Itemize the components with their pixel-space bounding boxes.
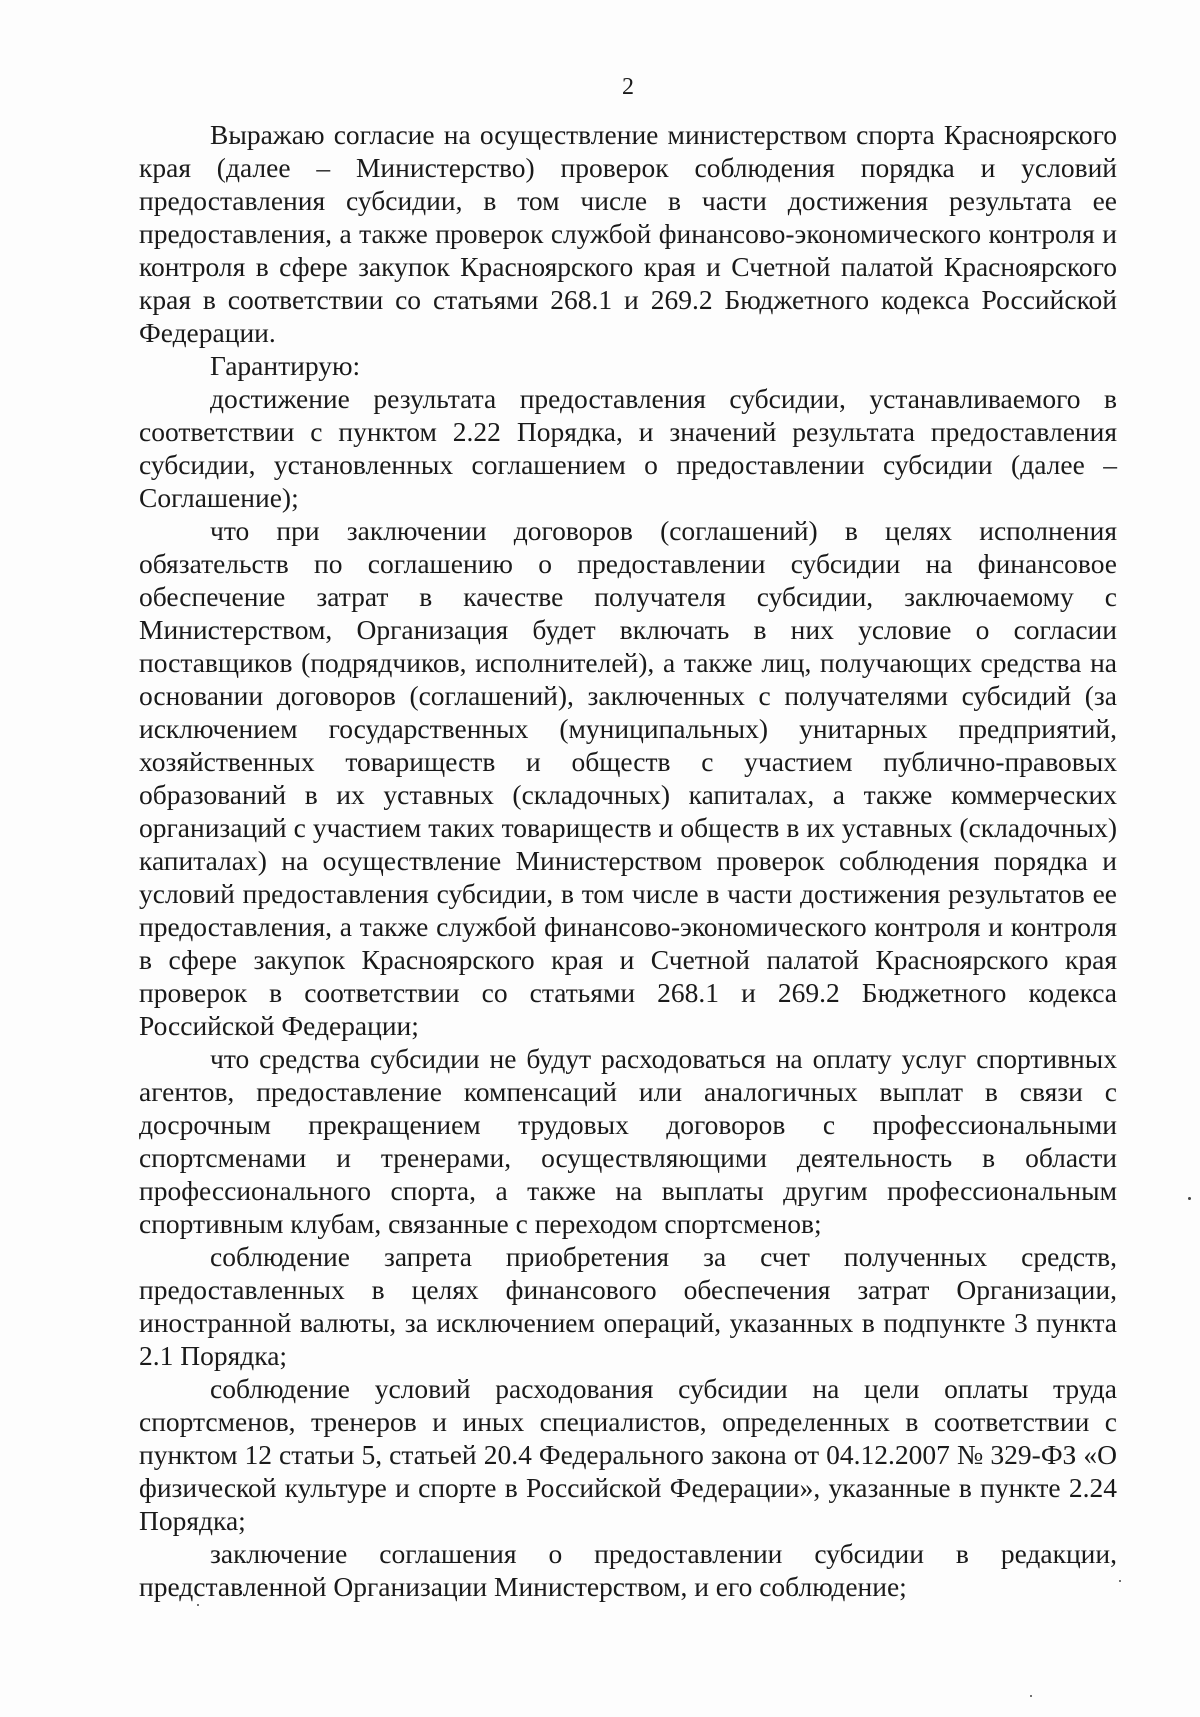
page-number: 2 [622, 74, 634, 100]
document-body [139, 118, 1117, 1603]
paragraph-contracts-condition: что при заключении договоров (соглашений) в целях исполнения обязательств по соглашению о предоставлении субсидии на финансовое обеспечение затрат в качестве получателя субсидии, заключаемому с Министерством, Организация будет включать в них условие о согласии поставщиков (подрядчиков, исполнителей), а также лиц, получающих средства на основании договоров (соглашений), заключенных с получателями субсидий (за исключением государственных (муниципальных) унитарных предприятий, хозяйственных товариществ и обществ с участием публично-правовых образований в их уставных (складочных) капиталах, а также коммерческих организаций с участием таких товариществ и обществ в их уставных (складочных) капиталах) на осуществление Министерством проверок соблюдения порядка и условий предоставления субсидии, в том числе в части достижения результатов ее предоставления, а также службой финансово-экономического контроля и контроля в сфере закупок Красноярского края и Счетной палатой Красноярского края проверок в соответствии со статьями 268.1 и 269.2 Бюджетного кодекса Российской Федерации; [139, 515, 1117, 1041]
paragraph-sports-agents: что средства субсидии не будут расходоваться на оплату услуг спортивных агентов, предоставление компенсаций или аналогичных выплат в связи с досрочным прекращением трудовых договоров с профессиональными спортсменами и тренерами, осуществляющими деятельность в области профессионального спорта, а также на выплаты другим профессиональным спортивным клубам, связанные с переходом спортсменов; [139, 1043, 1117, 1239]
scan-speck [1119, 1580, 1121, 1582]
scan-speck [1030, 1695, 1032, 1697]
paragraph-salary-conditions: соблюдение условий расходования субсидии на цели оплаты труда спортсменов, тренеров и иных специалистов, определенных в соответствии с пунктом 12 статьи 5, статьей 20.4 Федерального закона от 04.12.2007 № 329-ФЗ «О физической культуре и спорте в Российской Федерации», указанные в пункте 2.24 Порядка; [139, 1373, 1117, 1536]
paragraph-agreement: заключение соглашения о предоставлении субсидии в редакции, представленной Организации Министерством, и его соблюдение; [139, 1538, 1117, 1602]
paragraph-consent: Выражаю согласие на осуществление министерством спорта Красноярского края (далее – Министерство) проверок соблюдения порядка и условий предоставления субсидии, в том числе в части достижения результата ее предоставления, а также проверок службой финансово-экономического контроля и контроля в сфере закупок Красноярского края и Счетной палатой Красноярского края в соответствии со статьями 268.1 и 269.2 Бюджетного кодекса Российской Федерации. [139, 119, 1117, 348]
scan-speck [197, 1604, 199, 1606]
scan-speck [1188, 1197, 1191, 1200]
paragraph-result-achievement: достижение результата предоставления субсидии, устанавливаемого в соответствии с пунктом 2.22 Порядка, и значений результата предоставления субсидии, установленных соглашением о предоставлении субсидии (далее – Соглашение); [139, 383, 1117, 513]
paragraph-currency-ban: соблюдение запрета приобретения за счет полученных средств, предоставленных в целях финансового обеспечения затрат Организации, иностранной валюты, за исключением операций, указанных в подпункте 3 пункта 2.1 Порядка; [139, 1241, 1117, 1371]
paragraph-guarantee-heading: Гарантирую: [210, 350, 361, 381]
